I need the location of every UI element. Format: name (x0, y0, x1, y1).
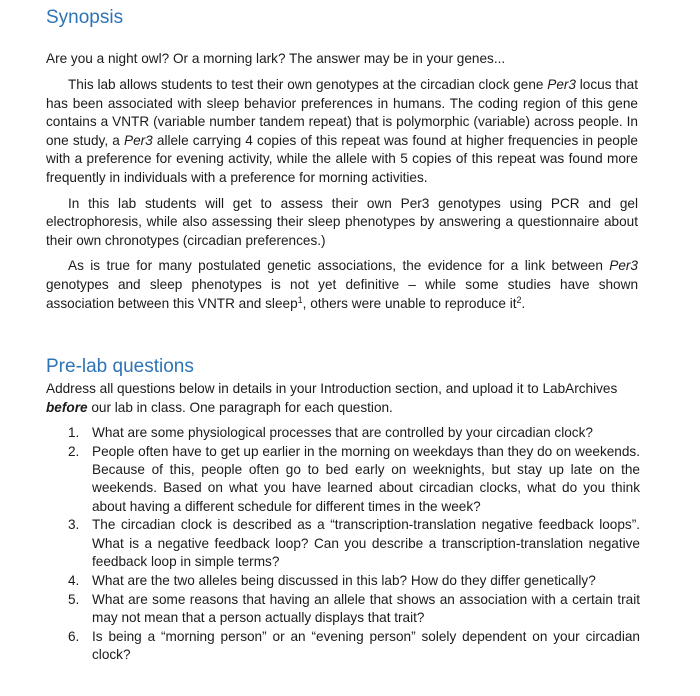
question-text: The circadian clock is described as a “transcription-translation negative feedback loops”. What is a negative feedback loop? Can you describe a transcription-translation negative feedback loop in simple terms? (92, 517, 640, 570)
synopsis-intro: Are you a night owl? Or a morning lark? The answer may be in your genes... (46, 51, 506, 66)
question-item (46, 443, 640, 516)
question-number: 4. (68, 572, 80, 588)
prelab-intro (46, 379, 646, 417)
question-item (46, 516, 640, 571)
p3-gene-name: Per3 (609, 258, 638, 274)
synopsis-body (46, 76, 638, 313)
p3-text-a: As is true for many postulated genetic associations, the evidence for a link between (68, 258, 610, 274)
question-number: 5. (68, 591, 80, 607)
p1-gene-name: Per3 (547, 77, 576, 92)
prelab-heading: Pre-lab questions (46, 356, 194, 377)
question-text: What are the two alleles being discussed in this lab? How do they differ genetically? (92, 572, 596, 588)
question-text: Is being a “morning person” or an “evening person” solely dependent on your circadian clock? (92, 628, 640, 663)
question-text: What are some physiological processes that are controlled by your circadian clock? (92, 425, 593, 440)
prelab-question-list (46, 424, 640, 665)
question-item (46, 424, 640, 442)
synopsis-heading: Synopsis (46, 7, 124, 28)
p1-text-b: locus that has been associated with sleep behavior preferences in humans. The coding region of this gene contains a VNTR (variable number tandem repeat) that is polymorphic (variable) across people. In one study, a (46, 77, 638, 148)
question-number: 6. (68, 628, 80, 644)
synopsis-paragraph-1 (46, 76, 638, 188)
footnote-ref-2: 2 (516, 294, 522, 305)
prelab-intro-emphasis: before (46, 400, 88, 415)
p3-text-d: . (521, 295, 526, 311)
question-item (46, 628, 640, 665)
question-item (46, 572, 640, 590)
question-text: People often have to get up earlier in the morning on weekdays than they do on weekends. Because of this, people often go to bed early on weeknights, but stay up late on the weekends. Based on what you have learned about circadian clocks, what do you think about having a different schedule for different times in the week? (92, 443, 640, 514)
p1-gene-name-2: Per3 (124, 132, 153, 148)
footnote-ref-1: 1 (297, 294, 303, 305)
question-number: 1. (68, 425, 80, 440)
prelab-intro-b: our lab in class. One paragraph for each question. (87, 400, 393, 415)
question-text: What are some reasons that having an allele that shows an association with a certain trait may not mean that a person actually displays that trait? (92, 591, 640, 625)
p1-text-a: This lab allows students to test their own genotypes at the circadian clock gene (68, 77, 548, 92)
p3-text-b: genotypes and sleep phenotypes is not yet definitive – while some studies have shown association between this VNTR and sleep (46, 276, 638, 311)
question-item (46, 591, 640, 628)
p1-text-c: allele carrying 4 copies of this repeat was found at higher frequencies in people with a preference for evening activity, while the allele with 5 copies of this repeat was found more frequently in individuals with a preference for morning activities. (46, 132, 638, 185)
p3-text-c: , others were unable to reproduce it (302, 295, 517, 311)
synopsis-paragraph-3 (46, 257, 638, 313)
prelab-intro-a: Address all questions below in details in your Introduction section, and upload it to LabArchives (46, 381, 618, 396)
synopsis-paragraph-2: In this lab students will get to assess their own Per3 genotypes using PCR and gel electrophoresis, while also assessing their sleep phenotypes by answering a questionnaire about their own chronotypes (circadian preferences.) (46, 195, 638, 248)
question-number: 2. (68, 443, 80, 459)
question-number: 3. (68, 517, 80, 533)
